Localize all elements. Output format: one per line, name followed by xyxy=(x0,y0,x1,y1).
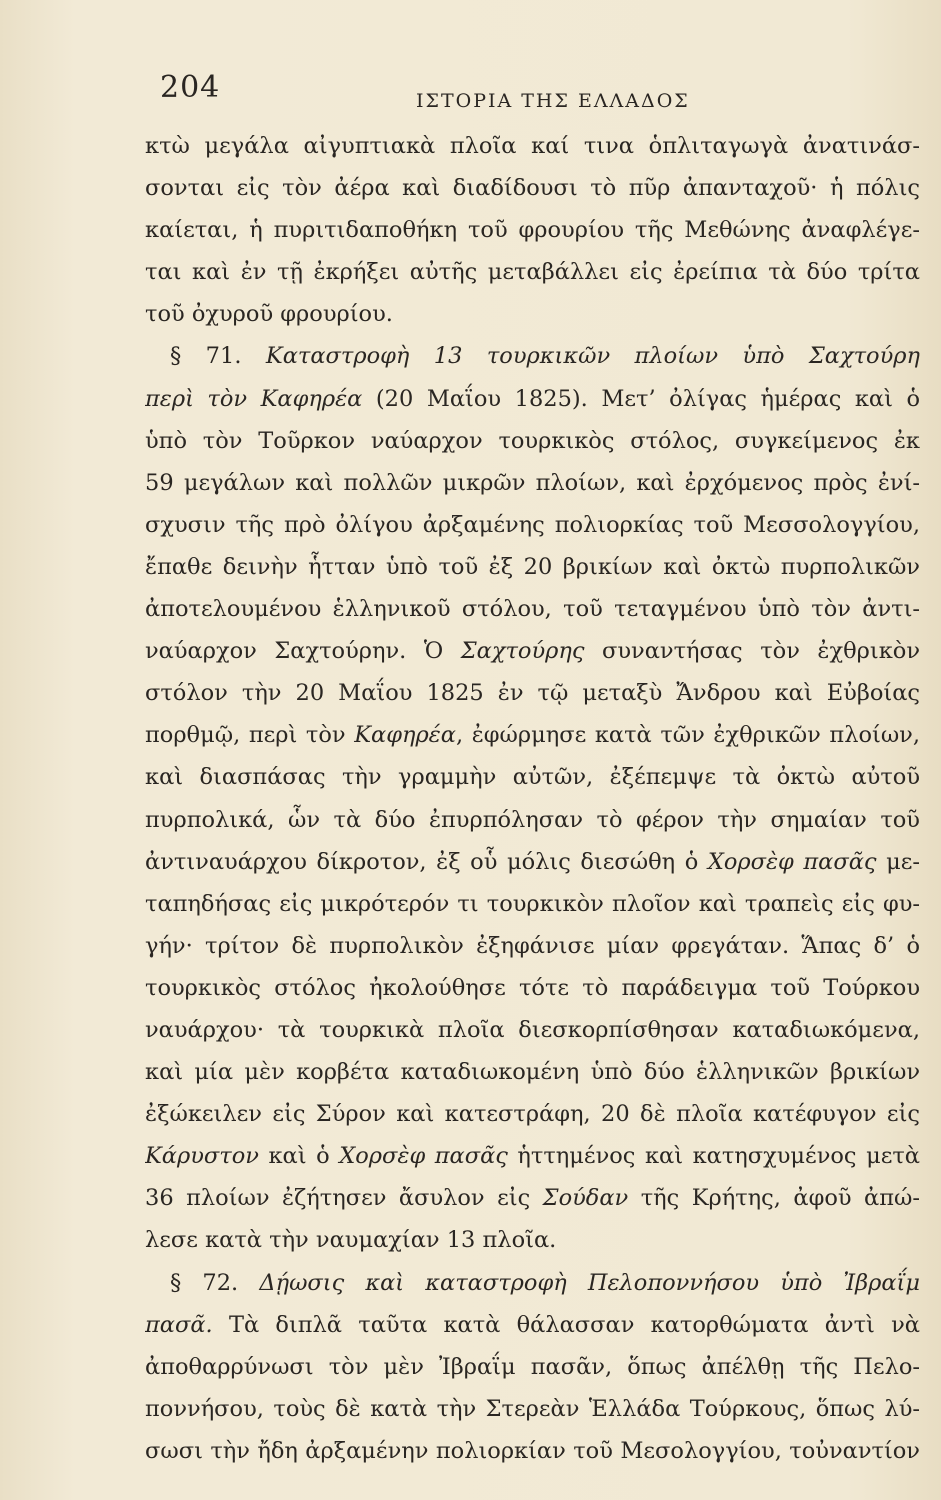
text-line xyxy=(145,1262,920,1304)
text-line xyxy=(145,1304,920,1346)
text-run: ταπηδήσας εἰς μικρότερόν τι τουρκικὸν πλοῖον καὶ τραπεὶς εἰς φυ- xyxy=(145,890,920,917)
text-run: ἡττημένος καὶ κατησχυμένος μετὰ xyxy=(507,1143,920,1170)
italic-text: Δῄωσις καὶ καταστροφὴ Πελοποννήσου ὑπὸ Ἰβραΐμ xyxy=(259,1269,920,1296)
italic-text: Καφηρέα xyxy=(354,722,456,749)
text-line xyxy=(145,883,920,925)
body-text xyxy=(145,125,920,1472)
italic-text: Χορσὲφ πασᾶς xyxy=(707,848,877,875)
text-run: ναυάρχου· τὰ τουρκικὰ πλοῖα διεσκορπίσθησαν καταδιωκόμενα, xyxy=(145,1016,920,1043)
text-line xyxy=(145,799,920,841)
text-run: σχυσιν τῆς πρὸ ὀλίγου ἀρξαμένης πολιορκίας τοῦ Μεσσολογγίου, xyxy=(145,511,920,538)
text-line xyxy=(145,546,920,588)
text-run: ἀποτελουμένου ἑλληνικοῦ στόλου, τοῦ τεταγμένου ὑπὸ τὸν ἀντι- xyxy=(145,596,920,623)
text-run: ναύαρχον Σαχτούρην. Ὁ xyxy=(145,638,461,665)
italic-text: Σούδαν xyxy=(542,1185,629,1212)
text-run: 36 πλοίων ἐζήτησεν ἄσυλον εἰς xyxy=(145,1185,543,1212)
text-run: κτὼ μεγάλα αἰγυπτιακὰ πλοῖα καί τινα ὁπλιταγωγὰ ἀνατινάσ- xyxy=(145,133,920,159)
text-run: πυρπολικά, ὧν τὰ δύο ἐπυρπόλησαν τὸ φέρον τὴν σημαίαν τοῦ xyxy=(145,806,920,833)
text-run: καίεται, ἡ πυριτιδαποθήκη τοῦ φρουρίου τῆς Μεθώνης ἀναφλέγε- xyxy=(145,217,920,244)
text-run: σονται εἰς τὸν ἀέρα καὶ διαδίδουσι τὸ πῦρ ἀπανταχοῦ· ἡ πόλις xyxy=(145,175,920,202)
text-line xyxy=(145,462,920,504)
text-run: , ἐφώρμησε κατὰ τῶν ἐχθρικῶν πλοίων, xyxy=(455,722,920,749)
page-number: 204 xyxy=(160,70,221,105)
text-line xyxy=(145,672,920,714)
text-run: με- xyxy=(876,848,920,875)
text-run: στόλον τὴν 20 Μαΐου 1825 ἐν τῷ μεταξὺ Ἄνδρου καὶ Εὐβοίας xyxy=(145,680,920,707)
text-line xyxy=(145,251,920,293)
text-run: τοῦ ὀχυροῦ φρουρίου. xyxy=(145,301,393,328)
text-line xyxy=(145,378,920,420)
text-run: ὑπὸ τὸν Τοῦρκον ναύαρχον τουρκικὸς στόλος, συγκείμενος ἐκ xyxy=(145,427,920,454)
text-line xyxy=(145,1093,920,1135)
italic-text: Καταστροφὴ 13 τουρκικῶν πλοίων ὑπὸ Σαχτούρη xyxy=(265,343,920,370)
text-run: ἔπαθε δεινὴν ἧτταν ὑπὸ τοῦ ἐξ 20 βρικίων καὶ ὀκτὼ πυρπολικῶν xyxy=(145,553,920,580)
text-line xyxy=(145,588,920,630)
text-line xyxy=(145,1388,920,1430)
text-line xyxy=(145,167,920,209)
text-line xyxy=(145,756,920,798)
text-line xyxy=(145,1219,920,1261)
text-run: σωσι τὴν ἤδη ἀρξαμένην πολιορκίαν τοῦ Μεσολογγίου, τοὐναντίον xyxy=(145,1437,920,1464)
text-line xyxy=(145,420,920,462)
text-line xyxy=(145,1177,920,1219)
text-line xyxy=(145,125,920,167)
text-run: ἀποθαρρύνωσι τὸν μὲν Ἰβραΐμ πασᾶν, ὅπως ἀπέλθῃ τῆς Πελο- xyxy=(145,1353,920,1380)
text-run: καὶ ὁ xyxy=(258,1143,340,1170)
italic-text: πασᾶ. xyxy=(145,1311,213,1338)
text-line xyxy=(145,1051,920,1093)
text-line xyxy=(145,714,920,756)
running-title: ΙΣΤΟΡΙΑ ΤΗΣ ΕΛΛΑΔΟΣ xyxy=(416,90,690,112)
text-run: συναντήσας τὸν ἐχθρικὸν xyxy=(584,638,920,665)
text-run: (20 Μαΐου 1825). Μετ’ ὀλίγας ἡμέρας καὶ ὁ xyxy=(362,385,920,412)
text-line xyxy=(145,925,920,967)
text-run: ται καὶ ἐν τῇ ἐκρήξει αὐτῆς μεταβάλλει εἰς ἐρείπια τὰ δύο τρίτα xyxy=(145,259,920,286)
text-run: ἀντιναυάρχου δίκροτον, ἐξ οὗ μόλις διεσώθη ὁ xyxy=(145,848,708,875)
italic-text: Σαχτούρης xyxy=(460,638,585,665)
text-run: 59 μεγάλων καὶ πολλῶν μικρῶν πλοίων, καὶ ἐρχόμενος πρὸς ἐνί- xyxy=(145,469,920,496)
text-run: ἐξώκειλεν εἰς Σύρον καὶ κατεστράφη, 20 δὲ πλοῖα κατέφυγον εἰς xyxy=(145,1101,920,1128)
text-run: τουρκικὸς στόλος ἠκολούθησε τότε τὸ παράδειγμα τοῦ Τούρκου xyxy=(145,974,920,1001)
text-line xyxy=(145,630,920,672)
text-line xyxy=(145,841,920,883)
text-line xyxy=(145,293,920,335)
text-line xyxy=(145,1009,920,1051)
text-run: γήν· τρίτον δὲ πυρπολικὸν ἐξηφάνισε μίαν φρεγάταν. Ἅπας δ’ ὁ xyxy=(145,932,920,959)
text-run: πορθμῷ, περὶ τὸν xyxy=(145,722,355,749)
text-run: λεσε κατὰ τὴν ναυμαχίαν 13 πλοῖα. xyxy=(145,1227,557,1254)
text-line xyxy=(145,504,920,546)
text-line xyxy=(145,335,920,377)
italic-text: Κάρυστον xyxy=(145,1143,259,1170)
italic-text: περὶ τὸν Καφηρέα xyxy=(145,385,363,412)
text-run: καὶ διασπάσας τὴν γραμμὴν αὐτῶν, ἐξέπεμψε τὰ ὀκτὼ αὐτοῦ xyxy=(145,764,920,791)
text-line xyxy=(145,1135,920,1177)
text-run: τῆς Κρήτης, ἀφοῦ ἀπώ- xyxy=(628,1185,920,1212)
text-run: καὶ μία μὲν κορβέτα καταδιωκομένη ὑπὸ δύο ἑλληνικῶν βρικίων xyxy=(145,1059,920,1086)
text-run: § 72. xyxy=(170,1269,260,1296)
text-run: Τὰ διπλᾶ ταῦτα κατὰ θάλασσαν κατορθώματα ἀντὶ νὰ xyxy=(212,1311,920,1338)
italic-text: Χορσὲφ πασᾶς xyxy=(339,1143,508,1170)
text-line xyxy=(145,209,920,251)
text-line xyxy=(145,1346,920,1388)
text-line xyxy=(145,967,920,1009)
text-run: ποννήσου, τοὺς δὲ κατὰ τὴν Στερεὰν Ἑλλάδα Τούρκους, ὅπως λύ- xyxy=(145,1395,920,1422)
text-line xyxy=(145,1430,920,1472)
text-run: § 71. xyxy=(170,343,266,370)
